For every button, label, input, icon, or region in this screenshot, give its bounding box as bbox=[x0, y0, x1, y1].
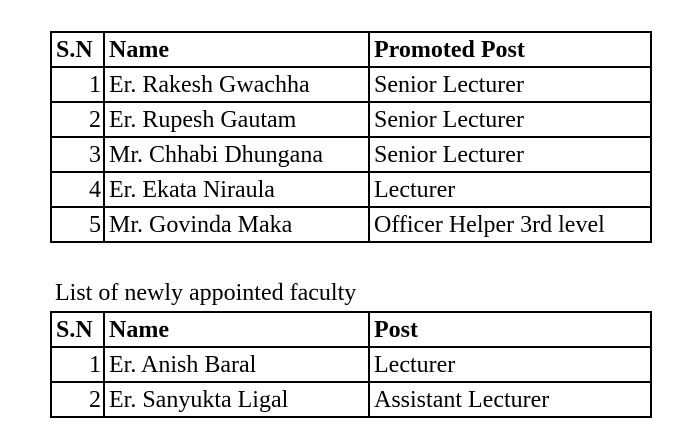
table-header-row bbox=[51, 32, 651, 67]
row-post: Lecturer bbox=[369, 172, 651, 207]
row-post: Officer Helper 3rd level bbox=[369, 207, 651, 242]
row-name: Mr. Govinda Maka bbox=[104, 207, 369, 242]
row-sn: 2 bbox=[51, 382, 104, 417]
table-row bbox=[51, 67, 651, 102]
table-row bbox=[51, 347, 651, 382]
row-name: Er. Ekata Niraula bbox=[104, 172, 369, 207]
row-name: Er. Rupesh Gautam bbox=[104, 102, 369, 137]
header-sn: S.N bbox=[51, 312, 104, 347]
row-sn: 1 bbox=[51, 347, 104, 382]
table-row bbox=[51, 137, 651, 172]
table-row bbox=[51, 172, 651, 207]
row-name: Mr. Chhabi Dhungana bbox=[104, 137, 369, 172]
row-post: Senior Lecturer bbox=[369, 67, 651, 102]
row-post: Lecturer bbox=[369, 347, 651, 382]
row-sn: 3 bbox=[51, 137, 104, 172]
table-row bbox=[51, 207, 651, 242]
appointed-faculty-caption: List of newly appointed faculty bbox=[55, 280, 357, 306]
row-post: Senior Lecturer bbox=[369, 137, 651, 172]
row-sn: 2 bbox=[51, 102, 104, 137]
row-name: Er. Sanyukta Ligal bbox=[104, 382, 369, 417]
row-post: Assistant Lecturer bbox=[369, 382, 651, 417]
table-row bbox=[51, 102, 651, 137]
row-name: Er. Rakesh Gwachha bbox=[104, 67, 369, 102]
header-promoted-post: Promoted Post bbox=[369, 32, 651, 67]
row-post: Senior Lecturer bbox=[369, 102, 651, 137]
promoted-faculty-table bbox=[50, 31, 652, 243]
row-sn: 5 bbox=[51, 207, 104, 242]
row-name: Er. Anish Baral bbox=[104, 347, 369, 382]
table-row bbox=[51, 382, 651, 417]
header-sn: S.N bbox=[51, 32, 104, 67]
header-name: Name bbox=[104, 312, 369, 347]
appointed-faculty-table bbox=[50, 311, 652, 418]
row-sn: 4 bbox=[51, 172, 104, 207]
table-header-row bbox=[51, 312, 651, 347]
header-name: Name bbox=[104, 32, 369, 67]
row-sn: 1 bbox=[51, 67, 104, 102]
header-post: Post bbox=[369, 312, 651, 347]
